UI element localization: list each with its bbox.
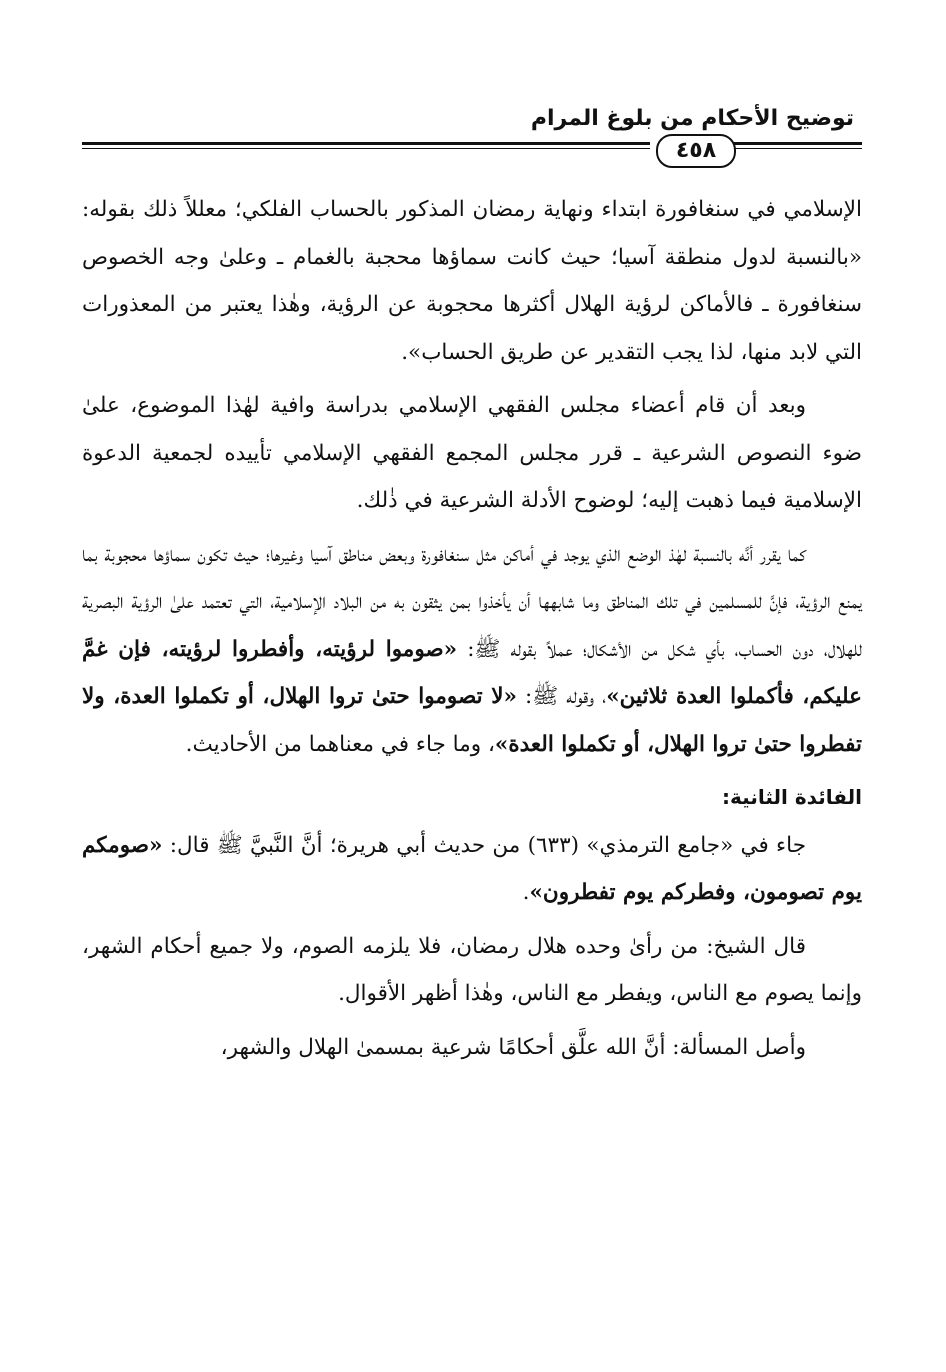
page-number: ٤٥٨ <box>656 134 736 168</box>
paragraph-6: وأصل المسألة: أنَّ الله علَّق أحكامًا شرعية بمسمىٰ الهلال والشهر، <box>220 1034 806 1060</box>
header-rule-thick <box>82 142 650 145</box>
paragraph-4-text-b: . <box>522 880 530 905</box>
header-rule-thin <box>82 148 650 149</box>
page-body <box>82 186 862 1077</box>
header-rule-right <box>722 142 862 145</box>
paragraph-1: الإسلامي في سنغافورة ابتداء ونهاية رمضان المذكور بالحساب الفلكي؛ معللاً ذلك بقوله: «بالنسبة لدول منطقة آسيا؛ حيث كانت سماؤها محجبة بالغمام ـ وعلىٰ وجه الخصوص سنغافورة ـ فالأماكن لرؤية الهلال أكثرها محجوبة عن الرؤية، وهٰذا يعتبر من المعذورات التي لابد منها، لذا يجب التقدير عن طريق الحساب». <box>82 197 862 365</box>
paragraph-5: قال الشيخ: من رأىٰ وحده هلال رمضان، فلا يلزمه الصوم، ولا جميع أحكام الشهر، وإنما يصوم مع الناس، ويفطر مع الناس، وهٰذا أظهر الأقوال. <box>82 933 862 1006</box>
page-header <box>82 96 862 166</box>
paragraph-3-text-a: كما يقرر أنَّه بالنسبة لهٰذ الوضع الذي يوجد في أماكن مثل سنغافورة وبعض مناطق آسيا وغيرها؛ حيث تكون سماؤها محجوبة بما يمنع الرؤية، فإنَّ للمسلمين في تلك المناطق وما شابهها أن يأخذوا بمن يثقون به من البلاد الإسلامية، التي تعتمد علىٰ الرؤية البصرية للهلال، دون الحساب، بأي شكل من الأشكال؛ عملاً بقوله ﷺ: <box>82 541 862 662</box>
paragraph-2: وبعد أن قام أعضاء مجلس الفقهي الإسلامي بدراسة وافية لهٰذا الموضوع، علىٰ ضوء النصوص الشرعية ـ قرر مجلس المجمع الفقهي الإسلامي تأييده لجمعية الدعوة الإسلامية فيما ذهبت إليه؛ لوضوح الأدلة الشرعية في ذٰلك. <box>82 393 862 513</box>
paragraph-3-text-b: ، وقوله ﷺ: <box>516 684 607 709</box>
paragraph-4 <box>82 822 862 917</box>
paragraph-3-text-c: ، وما جاء في معناهما من الأحاديث. <box>185 731 495 757</box>
paragraph-4-text-a: جاء في «جامع الترمذي» (٦٣٣) من حديث أبي هريرة؛ أنَّ النَّبيَّ ﷺ قال: <box>162 832 806 858</box>
section-heading: الفائدة الثانية: <box>722 785 862 809</box>
hadith-quote-1: «صوموا لرؤيته، وأفطروا لرؤيته، فإن غمَّ عليكم، فأكملوا العدة ثلاثين» <box>82 636 862 709</box>
hadith-quote-2: «لا تصوموا حتىٰ تروا الهلال، أو تكملوا العدة، ولا تفطروا حتىٰ تروا الهلال، أو تكملوا العدة» <box>82 684 862 757</box>
paragraph-3 <box>82 531 862 769</box>
hadith-quote-3: «صومكم يوم تصومون، وفطركم يوم تفطرون» <box>82 832 862 905</box>
header-rule-right-thin <box>722 148 862 149</box>
book-title: توضيح الأحكام من بلوغ المرام <box>530 106 854 131</box>
